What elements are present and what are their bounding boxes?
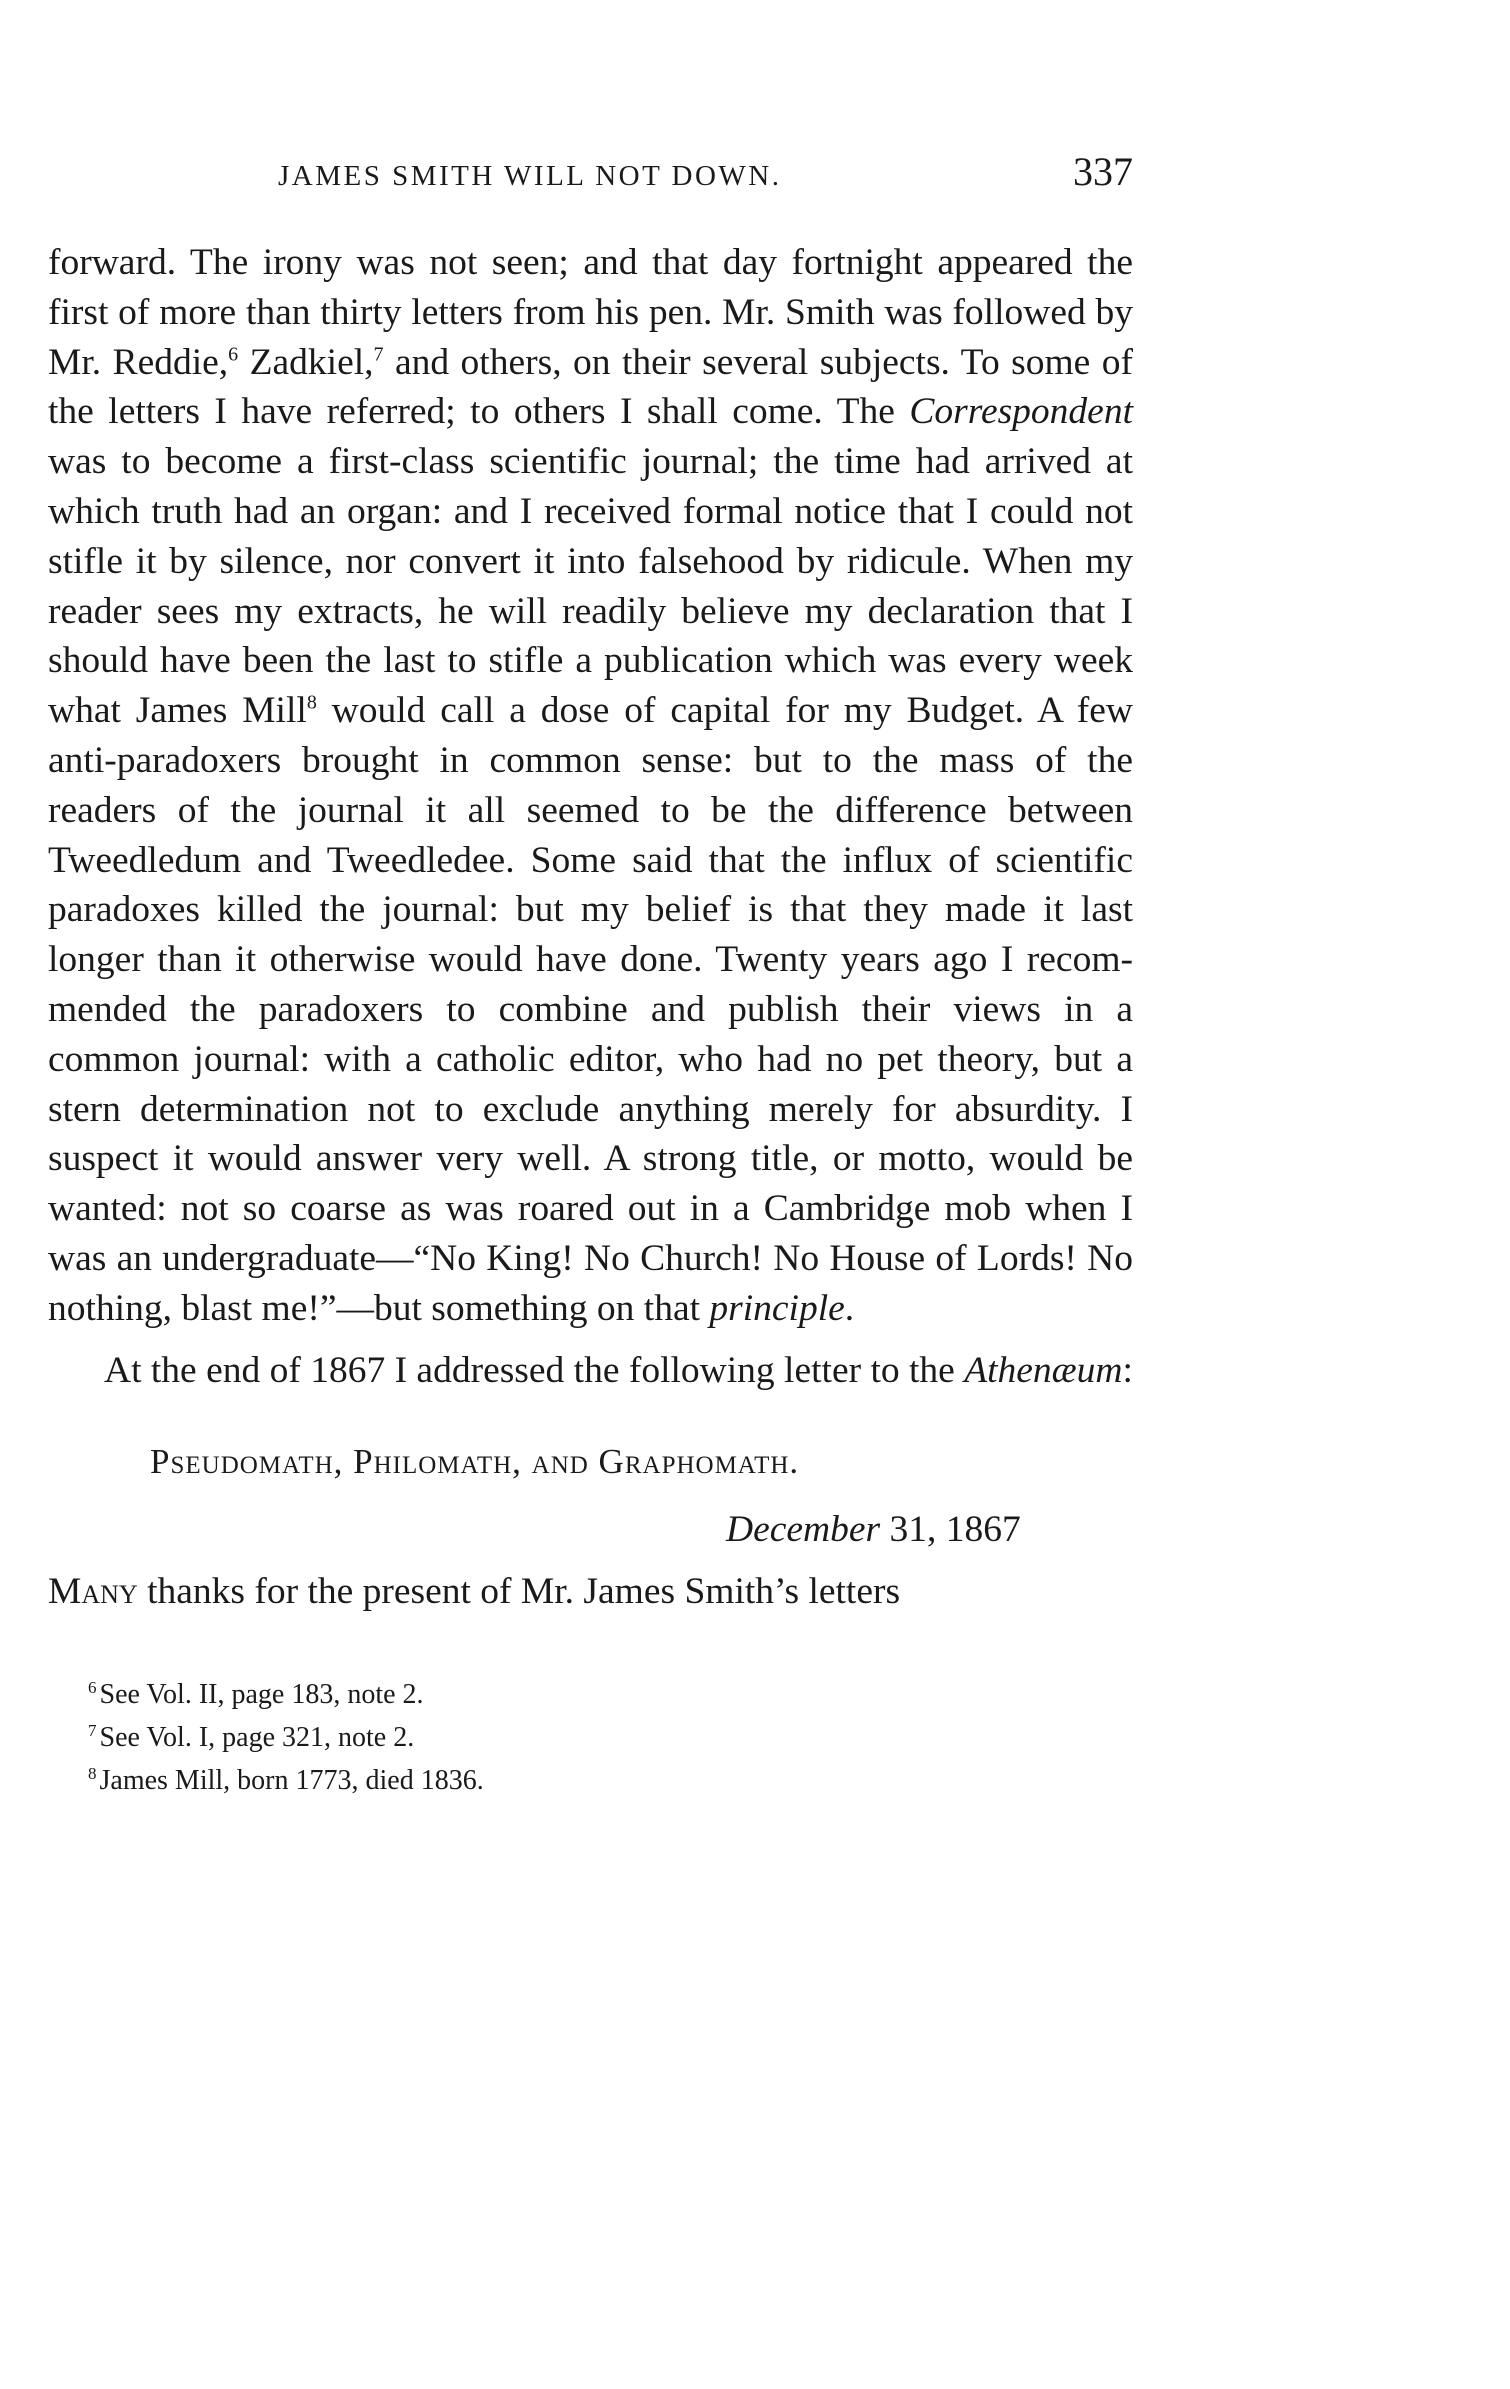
date-month: December bbox=[726, 1509, 881, 1550]
body-text bbox=[48, 238, 1133, 1395]
text-run: would call a dose of capital for my Budget. A few anti-paradoxers brought in common sense: but to the mass of the readers of the journal it all seemed to be the difference between Tweedledum and Tweedledee. Some said that the influx of scientific paradoxes killed the journal: but my belief is that they made it last longer than it otherwise would have done. Twenty years ago I recommended the paradoxers to combine and publish their views in a common journal: with a catholic editor, who had no pet theory, but a stern determination not to exclude anything merely for absurdity. I suspect it would answer very well. A strong title, or motto, would be wanted: not so coarse as was roared out in a Cambridge mob when I was an undergraduate—“No King! No Church! No House of Lords! No nothing, blast me!”—but something on that bbox=[48, 690, 1134, 1329]
page-number: 337 bbox=[1073, 149, 1133, 194]
footnote-text: See Vol. I, page 321, note 2. bbox=[99, 1722, 415, 1753]
footnote-text: See Vol. II, page 183, note 2. bbox=[99, 1679, 424, 1710]
italic-correspondent: Correspondent bbox=[909, 391, 1133, 433]
footnote-ref-6: 6 bbox=[228, 343, 239, 366]
text-run: . bbox=[844, 1287, 855, 1329]
footnote bbox=[88, 1670, 888, 1713]
running-title: JAMES SMITH WILL NOT DOWN. bbox=[278, 160, 782, 192]
italic-principle: principle bbox=[709, 1287, 845, 1329]
paragraph-1 bbox=[48, 238, 1133, 1334]
footnote-ref-7: 7 bbox=[373, 343, 384, 366]
opening-caps: Many bbox=[48, 1571, 138, 1612]
text-run: At the end of 1867 I addressed the following letter to the bbox=[104, 1349, 965, 1391]
footnote-mark: 6 bbox=[88, 1678, 97, 1697]
text-run: and others, on their several subjects. To some of the letters I have referred; to others I shall come. The bbox=[48, 341, 1133, 433]
letter-heading: Pseudomath, Philomath, and Graphomath. bbox=[150, 1442, 800, 1481]
running-head bbox=[262, 148, 1137, 208]
text-run: Zadkiel, bbox=[238, 341, 374, 383]
footnote-text: James Mill, born 1773, died 1836. bbox=[99, 1765, 484, 1796]
footnote-ref-8: 8 bbox=[306, 691, 317, 714]
footnotes bbox=[88, 1670, 888, 1799]
footnote bbox=[88, 1756, 888, 1799]
footnote-mark: 7 bbox=[88, 1721, 97, 1740]
text-run: : bbox=[1122, 1349, 1133, 1391]
letter-opening bbox=[48, 1570, 1133, 1613]
text-run: forward. The irony was not seen; and that day fortnight appeared the first of more than thirty letters from his pen. Mr. Smith was followed by Mr. Reddie, bbox=[48, 242, 1133, 383]
date-rest: 31, 1867 bbox=[880, 1509, 1021, 1550]
footnote bbox=[88, 1713, 888, 1756]
footnote-mark: 8 bbox=[88, 1764, 97, 1783]
letter-date bbox=[726, 1508, 1021, 1551]
opening-rest: thanks for the present of Mr. James Smith’s letters bbox=[137, 1571, 901, 1612]
text-run: was to become a first-class scientific journal; the time had arrived at which truth had an organ: and I received formal notice that I could not stifle it by silence, nor convert it into falsehood by ridicule. When my reader sees my extracts, he will readily believe my declaration that I should have been the last to stifle a publication which was every week what James Mill bbox=[48, 441, 1133, 732]
italic-athenaeum: Athenæum bbox=[964, 1349, 1123, 1391]
paragraph-2 bbox=[48, 1346, 1133, 1396]
